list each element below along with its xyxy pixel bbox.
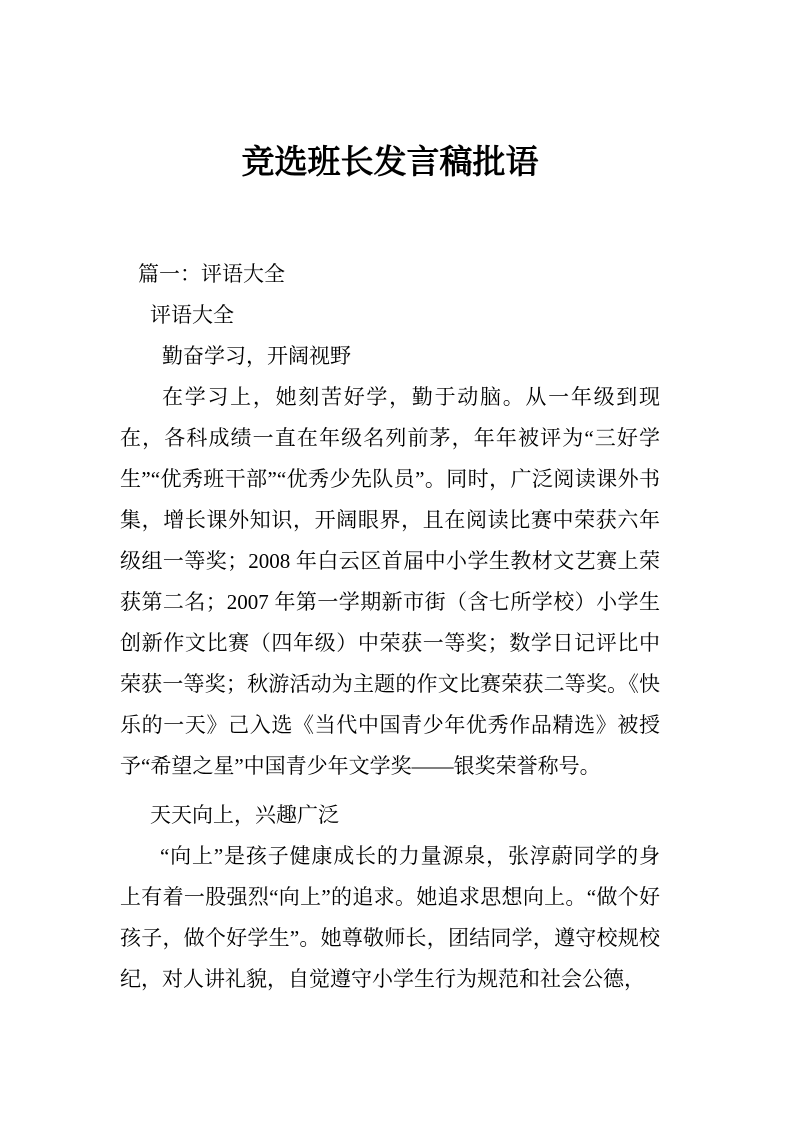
paragraph-subheading: 评语大全: [150, 303, 234, 327]
paragraph-body: 在学习上，她刻苦好学，勤于动脑。从一年级到现在，各科成绩一直在年级名列前茅，年年被评为“三好学生”“优秀班干部”“优秀少先队员”。同时，广泛阅读课外书集，增长课外知识，开阔眼界，且在阅读比赛中荣获六年级组一等奖；2008 年白云区首届中小学生教材文艺赛上荣获第二名；2007 年第一学期新市街（含七所学校）小学生创新作文比赛（四年级）中荣获一等奖；数学日记评比中荣获一等奖；秋游活动为主题的作文比赛荣获二等奖。《快乐的一天》己入选《当代中国青少年优秀作品精选》被授予“希望之星”中国青少年文学奖——银奖荣誉称号。: [120, 385, 660, 778]
paragraph-body: “向上”是孩子健康成长的力量源泉，张淳蔚同学的身上有着一股强烈“向上”的追求。她追求思想向上。“做个好孩子，做个好学生”。她尊敬师长，团结同学，遵守校规校纪，对人讲礼貌，自觉遵守小学生行为规范和社会公德，: [120, 844, 660, 991]
document-title: 竞选班长发言稿批语: [241, 145, 539, 181]
paragraph-section-heading: 篇一：评语大全: [138, 262, 285, 286]
paragraph-subheading: 天天向上，兴趣广泛: [150, 803, 339, 827]
paragraph-subheading: 勤奋学习，开阔视野: [162, 344, 351, 368]
document-content: [120, 0, 660, 1000]
